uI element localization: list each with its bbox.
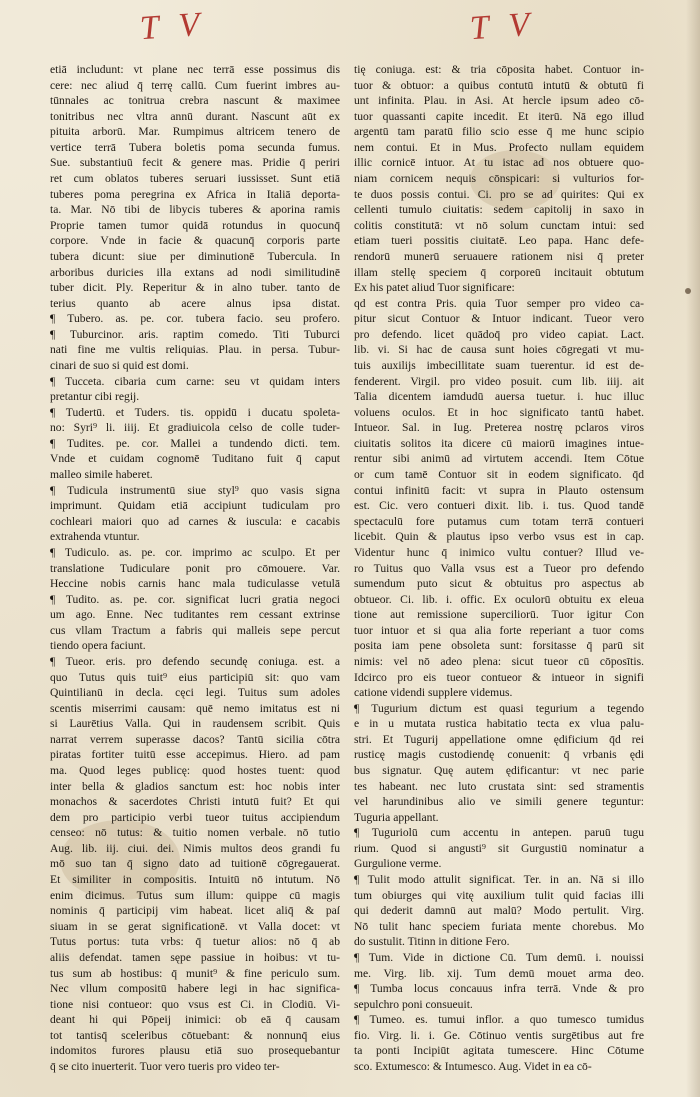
text-line: extrahenda vtuntur.: [50, 530, 140, 544]
text-line: ¶ Tudito. as. pe. cor. significat lucri gratia negoci: [50, 592, 340, 606]
text-line: sumendum puto sicut & obtuitus pro aspectus ab: [354, 577, 644, 591]
text-line: ¶ Tudites. pe. cor. Mallei a tundendo dicti. tem.: [50, 436, 340, 450]
text-line: si Laurētius Valla. Qui in raudensem scribit. Quis: [50, 717, 340, 731]
text-line: tūnnales ac tonitrua crebra nascunt & maximee: [50, 94, 340, 108]
text-line: sepulchro poni consueuit.: [354, 997, 473, 1011]
text-line: siuam in se gerat significationē. vt Valla docet: vt: [50, 919, 340, 933]
text-line: ta ponti Incipiūt agitata tumescere. Hinc Cōtume: [354, 1044, 644, 1058]
text-line: tubera dicunt: siue per diminutionē Tubercula. In: [50, 249, 340, 263]
text-line: imprimunt. Quidam etiā accipiunt tudiculam pro: [50, 499, 340, 513]
text-line: voluens oculos. Et in hoc significato tantū habet.: [354, 405, 644, 419]
text-line: enim dicimus. Tutus sum illum: quippe cū magis: [50, 888, 340, 902]
running-head-left: T V: [138, 5, 207, 48]
text-line: cere: nec aliud q̄ terrę callū. Cum fuerint imbres au-: [50, 78, 340, 92]
text-line: aliis defendat. tamen sępe passiue in hoibus: vt tu-: [50, 950, 340, 964]
text-line: Idcirco pro eis tueor contueor & intueor in signifi: [354, 670, 644, 684]
text-line: ¶ Tulit modo attulit significat. Ter. in an. Nā si illo: [354, 873, 644, 887]
ink-stain: [685, 288, 691, 294]
text-line: sco. Extumesco: & Intumesco. Aug. Videt in ea cō-: [354, 1060, 592, 1073]
text-line: unt infinita. Plau. in Asi. At hercle ipsum adeo cō-: [354, 94, 644, 108]
text-line: pretantur cibi regij.: [50, 390, 140, 404]
text-line: ¶ Tugurium dictum est quasi tegurium a tegendo: [354, 701, 644, 715]
text-line: e in u mutata rustica habitatio tecta ex vlua palu-: [354, 717, 644, 731]
text-line: Talia dicentem iamdudū auersa tuetur. i. huc illuc: [354, 390, 644, 404]
text-line: ¶ Tudicula instrumentū siue styl⁹ quo vasis signa: [50, 483, 340, 497]
text-line: cus vllam Tractum a fabris qui malleis sepe percut: [50, 623, 340, 637]
text-line: mō suo tan q̄ signo dato ad tuitionē cōgregauerat.: [50, 857, 340, 871]
text-line: ¶ Tum. Vide in dictione Cū. Tum demū. i. nouissi: [354, 950, 644, 964]
text-line: ¶ Tuburcinor. aris. raptim comedo. Titi Tuburci: [50, 327, 340, 341]
text-line: inter bella & gladios sanctum est: hoc nobis inter: [50, 779, 340, 793]
text-line: te duos possis contui. Ci. pro se ad quirites: Qui ex: [354, 187, 644, 201]
text-line: fenderent. Virgil. pro video posuit. cum lib. iiij. ait: [354, 374, 644, 388]
text-line: Nō tulit hanc speciem furiata mente chorebus. Mo: [354, 919, 644, 933]
text-line: rium. Quod si angusti⁹ sit Gurgustiū nominatur a: [354, 841, 644, 855]
text-line: do sustulit. Titinn in ditione Fero.: [354, 935, 510, 949]
text-line: Et similiter in compositis. Intuitū nō intutum. Nō: [50, 873, 340, 887]
text-line: nem contui. Et in Mus. Profecto nullam equidem: [354, 140, 644, 154]
text-line: corpore. Vnde in facie & quacunq̄ corporis parte: [50, 234, 340, 248]
text-line: rentur sibi animū ad virtutem accendi. Item Cōtue: [354, 452, 644, 466]
text-line: cochleari maiori quo ad carnes & iuscula: e cacabis: [50, 514, 340, 528]
text-line: illam stellę speciem q̄ corporeū incitauit obtutum: [354, 265, 644, 279]
text-line: etiam tueri possitis ciuitatē. Leo papa. Hanc defe-: [354, 234, 644, 248]
text-line: tuor intuor et si qua alia forte reperiant a tuor coms: [354, 623, 644, 637]
text-line: spectaculū fore putamus cum totam terrā contueri: [354, 514, 644, 528]
text-line: catione videndi supplere videmus.: [354, 686, 513, 700]
text-line: quo Tutus quis tuit⁹ eius participiū sit: quo vam: [50, 670, 340, 684]
text-line: Quintilianū in decla. cęci legi. Tuitus sum adoles: [50, 686, 340, 700]
text-line: est. Cic. vero contueri dixit. lib. i. tus. Quod tandē: [354, 499, 644, 513]
text-line: obtueor. Ci. lib. i. offic. Ex oculorū obtuitu ex eleua: [354, 592, 644, 606]
text-line: nimis: vel nō adeo plena: sicut tueor cū cōposītis.: [354, 654, 644, 668]
text-line: nati fine me vultis reliquias. Plau. in persa. Tubur-: [50, 343, 340, 357]
text-line: piratas fortiter tuitū esse accepimus. Hiero. ad pam: [50, 748, 340, 762]
text-line: cellenti tumulo ciuitatis: sedem capitolij in saxo in: [354, 203, 644, 217]
text-line: scentis miserrimi causam: quē nemo imitatus est ni: [50, 701, 340, 715]
text-line: niam cornicem nequis cōnspicari: si vulturios for-: [354, 172, 644, 186]
text-line: Gurgulione verme.: [354, 857, 442, 871]
text-line: tus sum ab hostibus: q̄ munit⁹ & fine periculo sum.: [50, 966, 340, 980]
text-line: Proprie tamen tumor quidā rotundus in quocunq̄: [50, 218, 340, 232]
text-line: fio. Virg. li. i. Ge. Cōtinuo ventis surgētibus aut fre: [354, 1028, 644, 1042]
text-line: argentū tam paratū filio scio esse q̄ me hunc scipio: [354, 125, 644, 139]
text-line: tot tantisq̄ sceleribus cōtuebant: & nonnunq̄ eius: [50, 1028, 340, 1042]
text-line: tuber dicit. Ply. Reperitur & in alno tuber. tanto de: [50, 281, 340, 295]
text-line: qui dederit damnū aut malū? Modo pertulit. Virg.: [354, 904, 644, 918]
text-line: pitur sicut Contuor & Intuor indicant. Tueor vero: [354, 312, 644, 326]
text-line: etiā includunt: vt plane nec terrā esse possimus dis: [50, 63, 340, 76]
text-line: ¶ Tubero. as. pe. cor. tubera facio. seu profero.: [50, 312, 340, 326]
text-line: dem pro participio verbi tueor tuitus accipiendum: [50, 810, 340, 824]
text-line: cinari de suo si quid est domi.: [50, 358, 189, 372]
text-line: Videntur hunc q̄ inimico vultu contuer? Illud ve-: [354, 545, 644, 559]
text-line: um ago. Enne. Nec tuditantes rem cessant extrinse: [50, 608, 340, 622]
text-line: rendorū munerū seruauere rationem nisi q̄ preter: [354, 249, 644, 263]
text-line: terius quanto ab acere alnus ipsa distat.: [50, 296, 340, 310]
text-line: malleo simile haberet.: [50, 468, 153, 482]
text-line: pituita arborū. Mar. Rumpimus altricem tenero de: [50, 125, 340, 139]
text-line: bus signatur. Quę autem ędificantur: vt nec parie: [354, 764, 644, 778]
text-line: ¶ Tumeo. es. tumui inflor. a quo tumesco tumidus: [354, 1013, 644, 1027]
text-line: or cum tamē Contuor sit in eodem significato. q̄d: [354, 468, 644, 482]
text-line: posita iam pene obsoleta sunt: forsitasse q̄ parū sit: [354, 639, 644, 653]
text-line: tuberes poma peregrina ex Africa in Italiā deporta-: [50, 187, 340, 201]
text-line: ¶ Tudertū. et Tuders. tis. oppidū i ducatu spoleta-: [50, 405, 340, 419]
text-line: Heccine nobis carnis hanc mala tudiculasse vetulā: [50, 577, 340, 591]
text-line: tes habeant. nec luto crustata sint: sed stramentis: [354, 779, 644, 793]
text-line: stri. Et Tugurij appellatione omne ędificium q̄d rei: [354, 732, 644, 746]
text-line: Intueor. Sal. in Iug. Preterea nostrę pclaros viros: [354, 421, 644, 435]
running-head-right: T V: [468, 5, 537, 48]
text-line: arboribus duricies illa extans ad nodi similitudinē: [50, 265, 340, 279]
text-line: ret cum oblatos tuberes seruari iussisset. Sunt etiā: [50, 172, 340, 186]
text-line: Vnde et cuidam cognomē Tuditano fuit q̄ caput: [50, 452, 340, 466]
text-line: Aug. lib. iij. ciui. dei. Nimis multos deos grandi fu: [50, 841, 340, 855]
text-line: Ex his patet aliud Tuor significare:: [354, 281, 515, 295]
text-line: illic cornicē intuor. At tu istac ad nos obtuere quo-: [354, 156, 644, 170]
text-line: lib. vi. Si hac de causa sunt hoies cōgregati vt mu-: [354, 343, 644, 357]
text-line: vel harundinibus alio ve simili genere teguntur:: [354, 795, 644, 809]
text-line: tuor quassanti capite incedit. Et iterū. Nā ego illud: [354, 109, 644, 123]
text-line: contui infinitū facit: vt supra in Plauto ostensum: [354, 483, 644, 497]
text-line: vertice terrā Tubera boletis poma secunda fumus.: [50, 140, 340, 154]
text-line: Tuguria appellant.: [354, 810, 439, 824]
text-line: narrat verrem superasse dacos? Tantū sicilia cōtra: [50, 732, 340, 746]
text-line: ma. Quod leges publicę: quod hostes tuent: quod: [50, 764, 340, 778]
text-line: licebit. Quin & plautus ipso verbo vsus est in cap.: [354, 530, 644, 544]
text-line: rusticę magis custodiendę conuenit: q̄ vrbanis ędi: [354, 748, 644, 762]
text-line: me. Virg. lib. xij. Tum demū mouet arma deo.: [354, 966, 644, 980]
text-line: tione aut remissione superciliorū. Tuor igitur Con: [354, 608, 644, 622]
page-edge-shadow: [686, 0, 700, 1097]
text-line: no: Syri⁹ li. iiij. Et gradiuicola celso de colle tuder-: [50, 421, 340, 435]
text-line: monachos & sacerdotes Christi intutū fuit? Et qui: [50, 795, 340, 809]
text-line: tonitribus nec vltra annū durant. Nascunt aūt ex: [50, 109, 340, 123]
text-line: ¶ Tueor. eris. pro defendo secundę coniuga. est. a: [50, 654, 340, 668]
text-line: Sue. substantiuū fecit & genere mas. Pridie q̄ periri: [50, 156, 340, 170]
text-line: indomitos furores plausu etiā suo prosequebantur: [50, 1044, 340, 1058]
text-line: translatione Tudiculare ponit pro cōmouere. Var.: [50, 561, 340, 575]
text-line: ro Tuitus quo Valla vsus est a Tueor pro defendo: [354, 561, 644, 575]
text-line: nominis q̄ participij vim habeat. licet aliq̄ & paſ: [50, 904, 340, 918]
text-line: q̄ se cito inuerterit. Tuor vero tueris pro video ter-: [50, 1060, 280, 1073]
text-line: ciuitatis solitos ita dicere cū maiorū imagines intue-: [354, 436, 644, 450]
text-line: tuis auxilijs imbecillitate suam tuerentur. id est de-: [354, 358, 644, 372]
text-line: ¶ Tumba locus concauus infra terrā. Vnde & pro: [354, 982, 644, 996]
text-line: ¶ Tuguriolū cum accentu in antepen. paruū tugu: [354, 826, 644, 840]
text-line: qd est contra Pris. quia Tuor semper pro video ca-: [354, 296, 644, 310]
text-line: tum obiurges qui vitę auxilium tulit quid facias illi: [354, 888, 644, 902]
text-line: tione nisi contueor: quo vsus est Ci. in Clodiū. Vi-: [50, 997, 340, 1011]
text-line: Tutus portus: tuta vrbs: q̄ tuetur alios: nō q̄ ab: [50, 935, 340, 949]
text-line: tię coniuga. est: & tria cōposita habet. Contuor in-: [354, 63, 644, 76]
text-column-right: [354, 62, 644, 1075]
text-column-left: [50, 62, 340, 1075]
text-line: ¶ Tucceta. cibaria cum carne: seu vt quidam inters: [50, 374, 340, 388]
text-line: colitis constitutā: vt nō solum cunctam intui: sed: [354, 218, 644, 232]
text-line: ¶ Tudiculo. as. pe. cor. imprimo ac sculpo. Et per: [50, 545, 340, 559]
text-line: pro defendo. licet quādoq̄ pro video capiat. Lact.: [354, 327, 644, 341]
text-line: Nec vllum compositū habere legi in hac significa-: [50, 982, 340, 996]
text-line: tiendo opera faciunt.: [50, 639, 146, 653]
text-line: censeo: nō tutus: & tuitio nomen verbale. nō tutio: [50, 826, 340, 840]
text-line: deant hi qui Pōpeij inimici: ob eā q̄ causam: [50, 1013, 340, 1027]
text-line: ta. Mar. Nō tibi de libycis tuberes & aporina ramis: [50, 203, 340, 217]
text-line: tuor & obtuor: a quibus contutū intutū & obtutū fi: [354, 78, 644, 92]
